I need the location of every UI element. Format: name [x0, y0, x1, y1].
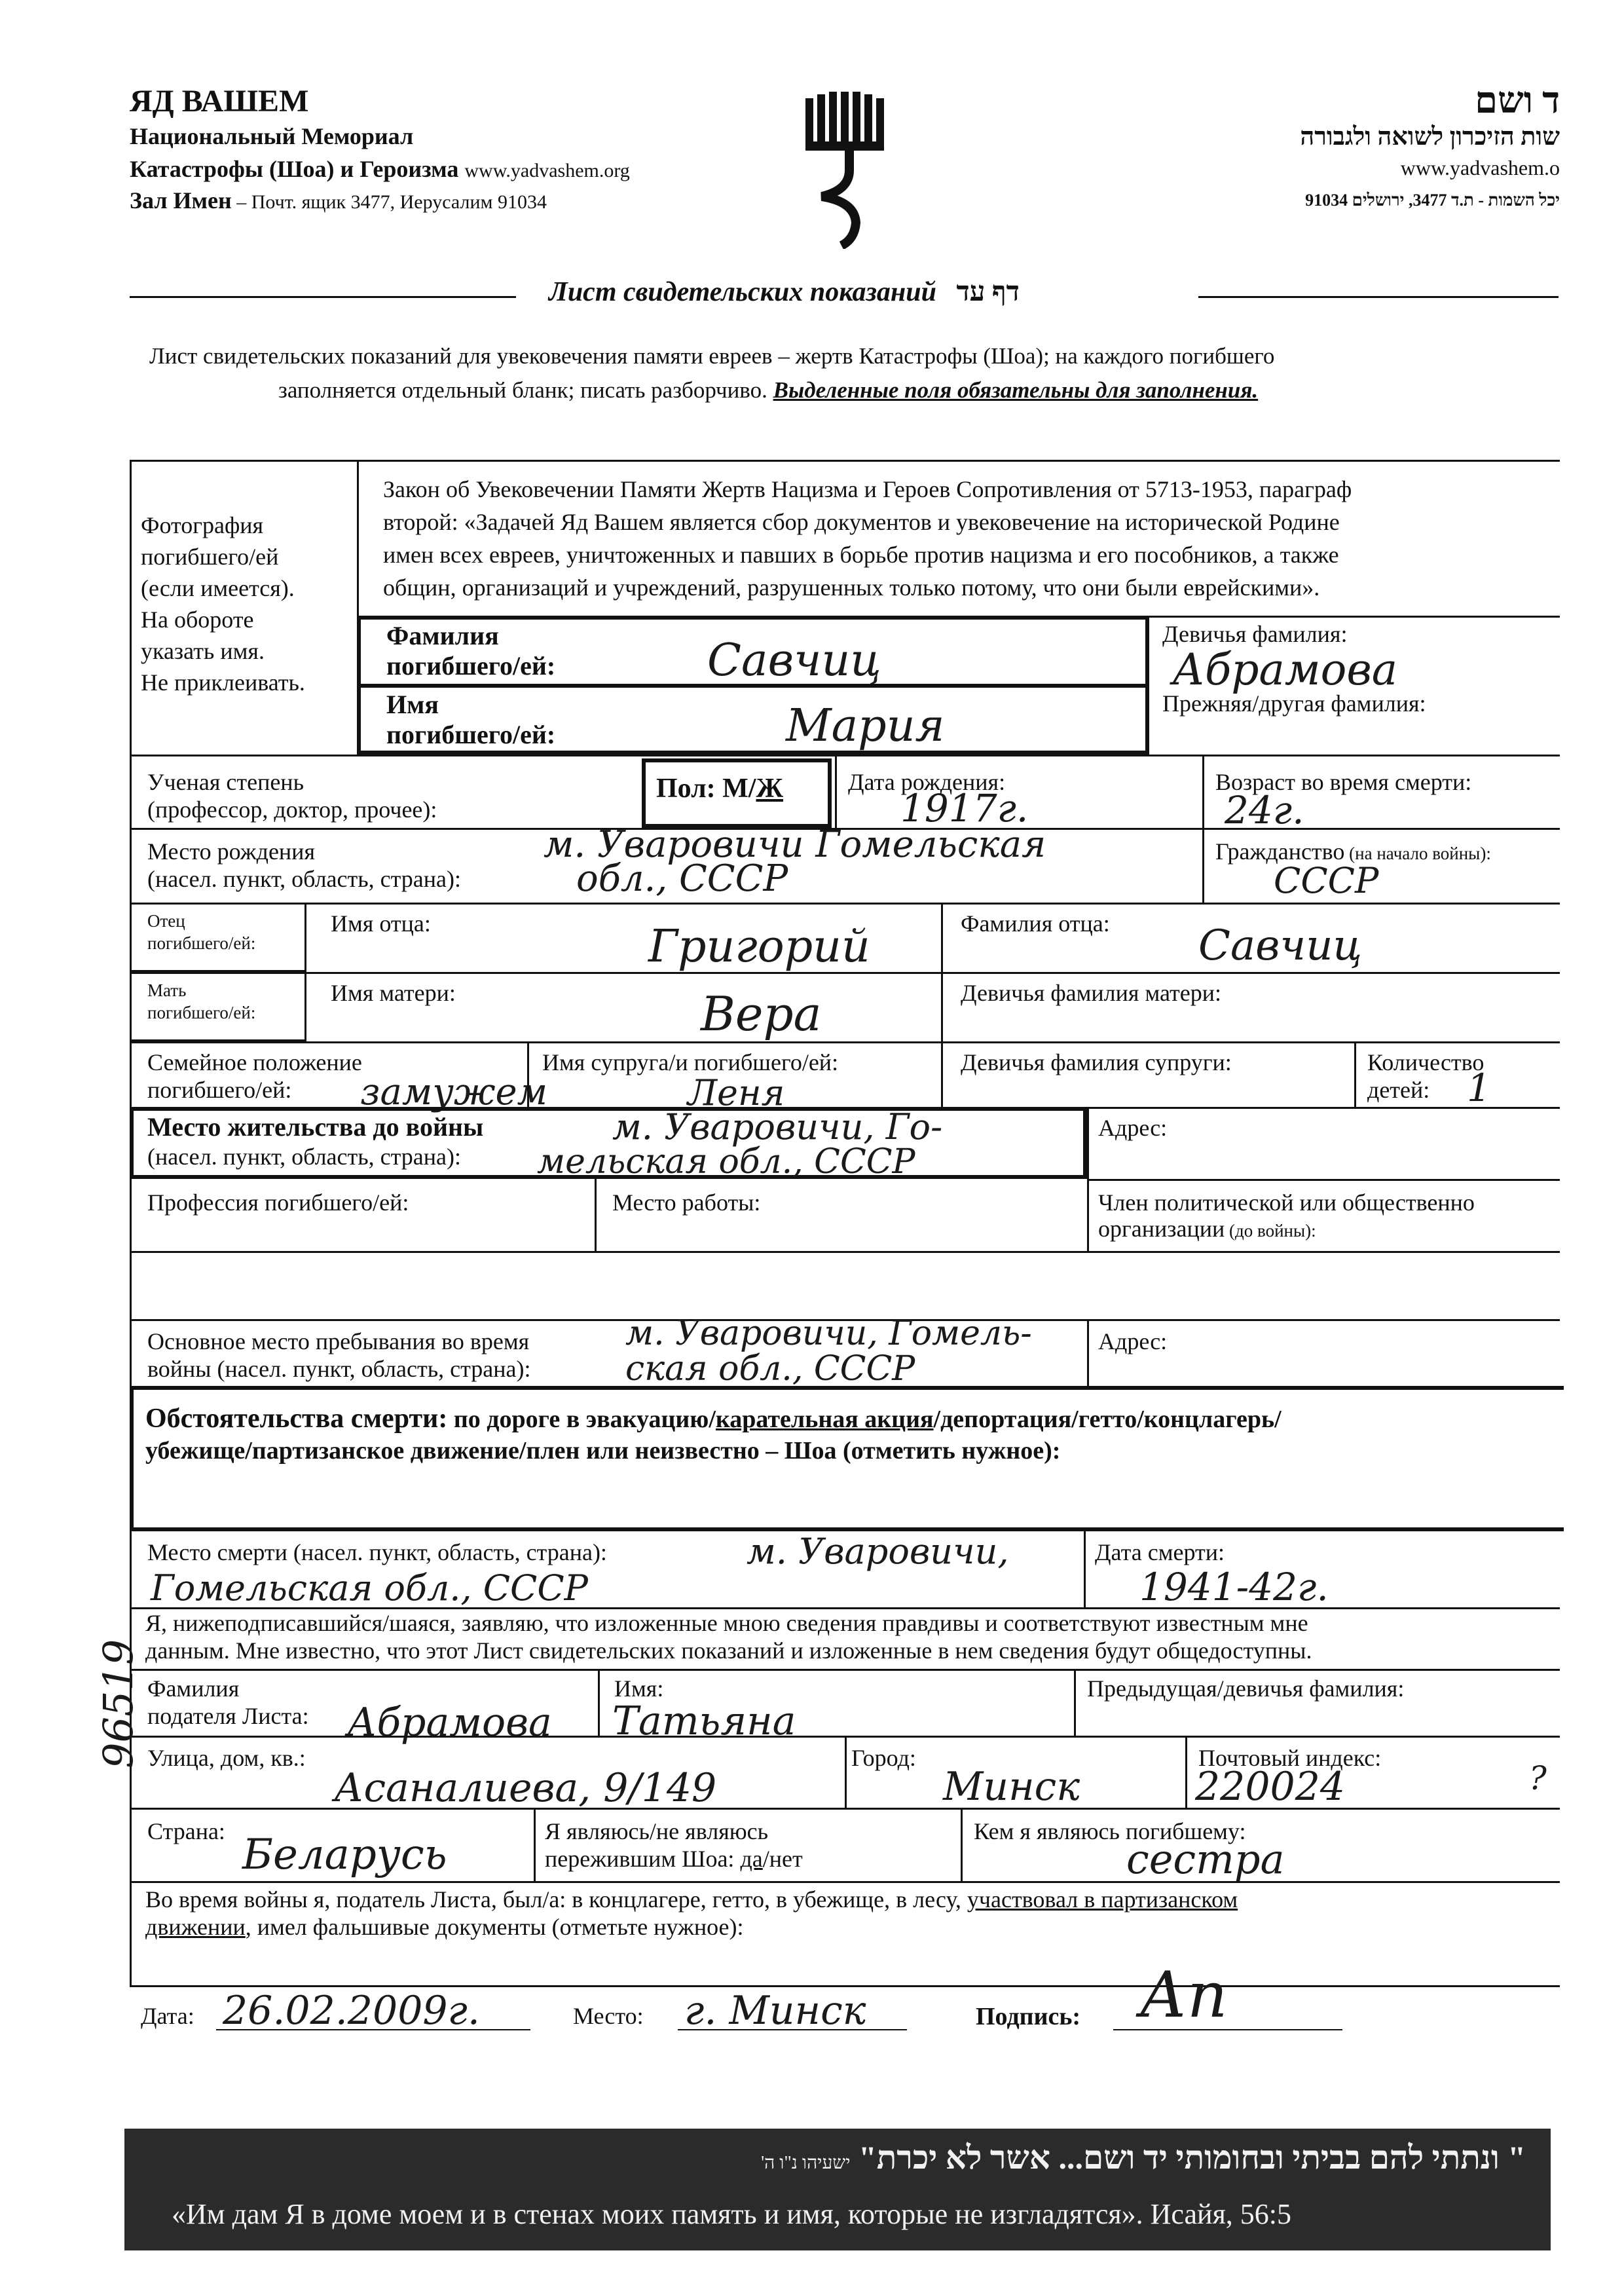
- children-label-2: детей:: [1367, 1077, 1430, 1103]
- birthplace-label-2: (насел. пункт, область, страна):: [147, 866, 462, 892]
- submitter-prev-label: Предыдущая/девичья фамилия:: [1087, 1675, 1405, 1702]
- rule-spouse-maiden-left: [941, 1041, 943, 1107]
- spouse-name-label: Имя супруга/и погибшего/ей:: [542, 1049, 839, 1075]
- relation-label: Кем я являюсь погибшему:: [974, 1818, 1246, 1844]
- rule-2872: [130, 1881, 1560, 1883]
- residence-value-2[interactable]: мельская обл., СССР: [537, 1142, 915, 1182]
- menorah-logo-icon: [802, 92, 887, 249]
- rule-2760: [130, 1808, 1560, 1810]
- submitter-surname-value[interactable]: Абрамова: [347, 1700, 552, 1745]
- intro-line-1: Лист свидетельских показаний для увековечения памяти евреев – жертв Катастрофы (Шоа); на каждого погибшего: [149, 343, 1275, 369]
- sign-date-value[interactable]: 26.02.2009г.: [223, 1988, 480, 2034]
- rule-1910: [130, 1251, 1560, 1253]
- father-name-label: Имя отца:: [331, 910, 431, 937]
- citizenship-note: (на начало войны):: [1344, 844, 1491, 863]
- father-surname-value[interactable]: Савчиц: [1198, 922, 1363, 970]
- rule-submitter-prev-left: [1074, 1669, 1076, 1736]
- sign-label: Подпись:: [976, 2003, 1081, 2030]
- sex-field[interactable]: [656, 774, 783, 803]
- photo-text-3: (если имеется).: [141, 575, 295, 601]
- submitter-surname-label-2: подателя Листа:: [147, 1703, 309, 1729]
- residence-label: Место жительства до войны: [147, 1112, 484, 1142]
- profession-label: Профессия погибшего/ей:: [147, 1189, 409, 1216]
- residence-sub-label: (насел. пункт, область, страна):: [147, 1144, 462, 1170]
- sign-date-underline: [216, 2029, 530, 2030]
- submitter-war-line-1: [145, 1888, 1238, 1912]
- survivor-label-1: Я являюсь/не являюсь: [545, 1818, 769, 1844]
- survivor-no[interactable]: /нет: [762, 1846, 803, 1872]
- sign-underline: [1113, 2029, 1342, 2030]
- spouse-maiden-label: Девичья фамилия супруги:: [961, 1049, 1232, 1075]
- submitter-name-value[interactable]: Татьяна: [612, 1698, 796, 1744]
- title-rule-left: [130, 296, 516, 298]
- residence-address-label: Адрес:: [1098, 1115, 1168, 1141]
- member-label: Член политической или общественно: [1098, 1189, 1475, 1216]
- submitter-war-line-2: [145, 1915, 744, 1940]
- footer-hebrew-ref: ישעיהו נ"ו ה': [761, 2153, 851, 2173]
- victim-surname-value[interactable]: Савчиц: [707, 635, 881, 686]
- law-line-3: имен всех евреев, уничтоженных и павших в борьбе против нацизма и его пособников, а также: [383, 542, 1339, 568]
- rule-1484: [130, 972, 1560, 974]
- rule-relation-left: [961, 1808, 963, 1881]
- residence-value-1[interactable]: м. Уваровичи, Го-: [612, 1106, 943, 1148]
- photo-box[interactable]: [141, 510, 350, 698]
- birthplace-value-2[interactable]: обл., СССР: [576, 857, 788, 900]
- father-surname-label: Фамилия отца:: [961, 910, 1110, 937]
- spouse-name-value[interactable]: Леня: [688, 1072, 785, 1113]
- death-circ-selected[interactable]: карательная акция: [715, 1406, 934, 1433]
- age-label: Возраст во время смерти:: [1215, 769, 1472, 795]
- mother-box-label-2: погибшего/ей:: [147, 1003, 256, 1022]
- postal-address: – Почт. ящик 3477, Иерусалим 91034: [231, 191, 547, 213]
- zip-query-mark: ?: [1529, 1759, 1547, 1797]
- org-line4-ru: [130, 189, 547, 214]
- wartime-value-1[interactable]: м. Уваровичи, Гомель-: [625, 1314, 1032, 1353]
- org-line4-he: יכל השמות - ת.ד 3477, ירושלים 91034: [1305, 191, 1560, 210]
- intro-line-2-text: заполняется отдельный бланк; писать разборчиво.: [278, 377, 773, 403]
- submitter-war-line-2-text: , имел фальшивые документы (отметьте нужное):: [245, 1914, 744, 1940]
- birthplace-label-1: Место рождения: [147, 838, 316, 865]
- city-label: Город:: [851, 1745, 916, 1771]
- submitter-name-label: Имя:: [614, 1675, 664, 1702]
- citizenship-label-text: Гражданство: [1215, 838, 1345, 865]
- victim-name-label-1: Имя: [386, 690, 439, 719]
- wartime-value-2[interactable]: ская обл., СССР: [625, 1349, 915, 1389]
- victim-name-value[interactable]: Мария: [786, 700, 945, 752]
- mother-maiden-label: Девичья фамилия матери:: [961, 980, 1222, 1006]
- org-name-he: ד ושם: [1475, 81, 1560, 121]
- death-place-value-2[interactable]: Гомельская обл., СССР: [151, 1567, 589, 1609]
- death-date-label: Дата смерти:: [1095, 1539, 1225, 1565]
- degree-label-1: Ученая степень: [147, 769, 304, 795]
- photo-text-6: Не приклеивать.: [141, 669, 305, 696]
- marital-label-2: погибшего/ей:: [147, 1077, 292, 1103]
- survivor-label-2: [545, 1847, 803, 1872]
- dob-value[interactable]: 1917г.: [900, 786, 1029, 830]
- workplace-label: Место работы:: [612, 1189, 761, 1216]
- relation-value[interactable]: сестра: [1126, 1835, 1285, 1883]
- rule-spouse-left: [527, 1041, 529, 1107]
- zip-value[interactable]: 220024: [1195, 1764, 1346, 1810]
- sex-value: Ж: [756, 774, 784, 804]
- declaration-line-2: данным. Мне известно, что этот Лист свидетельских показаний и изложенные в нем сведения будут общедоступны.: [145, 1637, 1312, 1664]
- victim-maiden-label: Девичья фамилия:: [1162, 621, 1348, 647]
- rule-member-left: [1087, 1107, 1089, 1251]
- org-name-ru: ЯД ВАШЕМ: [130, 84, 309, 119]
- law-text: [383, 473, 1352, 604]
- rule-wartime-address-left: [1087, 1319, 1089, 1387]
- org-website-he[interactable]: www.yadvashem.o: [1400, 156, 1560, 179]
- marital-label-1: Семейное положение: [147, 1049, 362, 1075]
- death-circ-c: /депортация/гетто/концлагерь/: [933, 1406, 1282, 1433]
- sign-place-label: Место:: [573, 2003, 644, 2029]
- death-place-value-1[interactable]: м. Уваровичи,: [747, 1531, 1009, 1572]
- death-circumstances-line-2: убежище/партизанское движение/плен или неизвестно – Шоа (отметить нужное):: [145, 1437, 1061, 1465]
- rule-1800: [1087, 1179, 1560, 1181]
- survivor-label-2-text: пережившим Шоа:: [545, 1846, 741, 1872]
- rule-1378: [130, 903, 1560, 905]
- footer-russian: «Им дам Я в доме моем и в стенах моих память и имя, которые не изгладятся». Исайя, 56:5: [172, 2198, 1292, 2230]
- victim-surname-label-1: Фамилия: [386, 621, 499, 650]
- death-date-value[interactable]: 1941-42г.: [1139, 1565, 1329, 1609]
- sign-place-value[interactable]: г. Минск: [684, 1988, 866, 2034]
- submitter-war-selected-1[interactable]: участвовал в партизанском: [967, 1886, 1238, 1912]
- victim-name-label-2: погибшего/ей:: [386, 720, 556, 749]
- marital-value[interactable]: замужем: [360, 1071, 548, 1113]
- rule-death-date-left: [1084, 1531, 1086, 1607]
- law-line-4: общин, организаций и учреждений, разрушенных только потому, что они были еврейскими».: [383, 574, 1320, 601]
- org-line3-ru: [130, 157, 630, 182]
- rule-survivor-left: [534, 1808, 536, 1881]
- street-label: Улица, дом, кв.:: [147, 1745, 306, 1771]
- zip-label: Почтовый индекс:: [1198, 1745, 1382, 1771]
- survivor-yes[interactable]: да: [740, 1846, 763, 1872]
- birthplace-value-1[interactable]: м. Уваровичи Гомельская: [544, 823, 1046, 866]
- mother-name-value[interactable]: Вера: [701, 986, 822, 1041]
- citizenship-value[interactable]: СССР: [1274, 860, 1379, 901]
- form-title-ru: Лист свидетельских показаний: [549, 277, 936, 307]
- rule-1590: [130, 1041, 1560, 1043]
- degree-label-2: (профессор, доктор, прочее):: [147, 796, 437, 823]
- country-label: Страна:: [147, 1818, 225, 1844]
- children-label-1: Количество: [1367, 1049, 1485, 1075]
- footer-hebrew-quote: " ונתתי להם בביתי ובחומותי יד ושם... אשר לא יכרת": [858, 2139, 1526, 2176]
- photo-text-1: Фотография: [141, 512, 264, 538]
- rule-2548: [130, 1669, 1560, 1671]
- sign-place-underline: [678, 2029, 907, 2030]
- declaration-line-1: Я, нижеподписавшийся/шаяся, заявляю, что изложенные мною сведения правдивы и соответствуют известным мне: [145, 1610, 1308, 1636]
- death-circumstances-line-1: [145, 1404, 1282, 1433]
- law-line-2: второй: «Задачей Яд Вашем является сбор документов и увековечение на исторической Родине: [383, 509, 1340, 535]
- org-line2-ru: Национальный Мемориал: [130, 123, 414, 149]
- wartime-label-1: Основное место пребывания во время: [147, 1328, 530, 1354]
- father-box-label-1: Отец: [147, 911, 185, 931]
- signature-scribble[interactable]: Ап: [1139, 1958, 1228, 2032]
- rule-1152: [130, 755, 1560, 756]
- rule-children-left: [1354, 1041, 1356, 1107]
- mother-name-label: Имя матери:: [331, 980, 456, 1006]
- member-note: (до войны):: [1225, 1221, 1316, 1241]
- intro-line-2: [278, 379, 1258, 403]
- children-value[interactable]: 1: [1467, 1066, 1491, 1110]
- submitter-surname-label-1: Фамилия: [147, 1675, 240, 1702]
- form-title: [549, 278, 1020, 307]
- rule-workplace-left: [595, 1179, 597, 1251]
- org-line2-he: שות הזיכרון לשואה ולגבורה: [1300, 123, 1560, 151]
- rule-submitter-name-left: [598, 1669, 600, 1736]
- death-place-label: Место смерти (насел. пункт, область, страна):: [147, 1539, 607, 1565]
- photo-text-4: На обороте: [141, 606, 254, 633]
- footer-hebrew: [262, 2140, 1526, 2175]
- wartime-label-2: войны (насел. пункт, область, страна):: [147, 1356, 531, 1382]
- member-label-2: [1098, 1217, 1316, 1242]
- submitter-war-line-1-text: Во время войны я, податель Листа, был/а: в концлагере, гетто, в убежище, в лесу,: [145, 1886, 967, 1912]
- age-value[interactable]: 24г.: [1225, 788, 1304, 832]
- city-value[interactable]: Минск: [943, 1764, 1080, 1810]
- death-circ-a: по дороге в эвакуацию/: [447, 1406, 716, 1433]
- member-label-2-text: организации: [1098, 1216, 1225, 1242]
- photo-text-5: указать имя.: [141, 638, 265, 664]
- victim-maiden-value[interactable]: Абрамова: [1172, 644, 1398, 695]
- rule-zip-left: [1185, 1736, 1187, 1808]
- death-circumstances-label: Обстоятельства смерти:: [145, 1404, 448, 1434]
- country-value[interactable]: Беларусь: [242, 1831, 447, 1879]
- form-title-he: דף עד: [956, 277, 1020, 307]
- org-website-ru[interactable]: www.yadvashem.org: [464, 160, 630, 181]
- org-line3-text: Катастрофы (Шоа) и Героизма: [130, 156, 459, 182]
- sign-date-label: Дата:: [141, 2003, 194, 2029]
- victim-prev-surname-label: Прежняя/другая фамилия:: [1162, 690, 1426, 717]
- title-rule-right: [1198, 296, 1559, 298]
- wartime-address-label: Адрес:: [1098, 1328, 1168, 1354]
- rule-2454: [130, 1607, 1560, 1609]
- submitter-war-selected-2[interactable]: движении: [145, 1914, 246, 1940]
- victim-surname-label-2: погибшего/ей:: [386, 651, 556, 681]
- photo-text-2: погибшего/ей: [141, 544, 279, 570]
- hall-of-names: Зал Имен: [130, 187, 232, 214]
- intro-mandatory-note: Выделенные поля обязательны для заполнения.: [773, 377, 1259, 403]
- mother-box-label-1: Мать: [147, 980, 187, 1000]
- rule-city-left: [845, 1736, 847, 1808]
- archive-number: 96519: [94, 1639, 142, 1768]
- sex-label: Пол: М/: [656, 774, 756, 804]
- street-value[interactable]: Асаналиева, 9/149: [334, 1765, 717, 1811]
- rule-dob-left: [835, 755, 837, 828]
- father-name-value[interactable]: Григорий: [648, 921, 870, 973]
- law-line-1: Закон об Увековечении Памяти Жертв Нацизма и Героев Сопротивления от 5713-1953, параграф: [383, 476, 1352, 502]
- dob-label: Дата рождения:: [848, 769, 1006, 795]
- father-box-label-2: погибшего/ей:: [147, 933, 256, 953]
